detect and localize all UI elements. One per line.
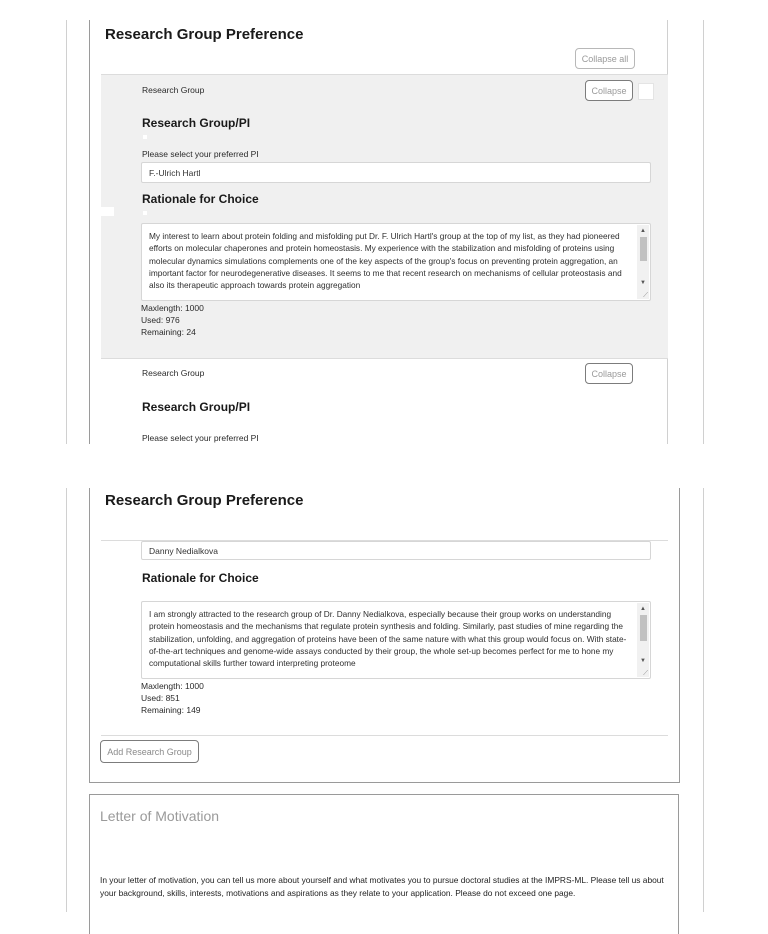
pi-select-field-2[interactable]: Danny Nedialkova [141,541,651,560]
scroll-thumb-2[interactable] [640,615,647,641]
collapse-all-button[interactable]: Collapse all [575,48,635,69]
resize-grip-icon[interactable]: ⟋ [643,292,648,299]
counter-block-2 [141,680,204,716]
rationale-heading: Rationale for Choice [142,192,259,206]
letter-description: In your letter of motivation, you can tell us more about yourself and what motivates you to pursue doctoral studies at the IMPRS-ML. Please tell us about your background, skills, interests, motivations and aspirations as they relate to your application. Please do not exceed one page. [100,875,664,898]
letter-of-motivation-panel [89,794,679,934]
textarea-scrollbar[interactable] [637,225,649,299]
research-group-pi-heading: Research Group/PI [142,116,251,130]
collapse-button[interactable]: Collapse [585,80,633,101]
pi-select-prompt: Please select your preferred PI [142,149,259,159]
remaining-text: Remaining: 24 [141,327,196,337]
panel-border-right-2 [679,488,680,782]
rationale-required-marker [143,211,147,215]
pi-required-marker [143,135,147,139]
scroll-up-arrow-icon[interactable]: ▲ [640,228,646,234]
panel-border-left-2 [89,488,90,782]
textarea-scrollbar-2[interactable] [637,603,649,677]
add-group-divider [101,735,668,736]
page-border-right-2 [703,488,704,912]
rationale-text-2: I am strongly attracted to the research group of Dr. Danny Nedialkova, especially because their group works on understanding protein homeostasis and the mechanisms that regulate protein synthesis and folding. Similarly, past studies of mine regarding the stabilization, unfolding, and aggregation of proteins have been of the same nature with what this group would focus on. With state-of-the-art techniques and genome-wide assays conducted by their group, the whole set-up becomes perfect for me to hone my computational skills further toward interpreting proteome [149,609,627,669]
scroll-down-arrow-icon[interactable]: ▼ [640,658,646,664]
research-group-label: Research Group [142,85,205,95]
maxlength-text: Maxlength: 1000 [141,303,204,313]
used-text-2: Used: 851 [141,693,180,703]
research-group-pi-heading-2: Research Group/PI [142,400,251,414]
section-title: Research Group Preference [105,26,304,43]
group-side-checkbox[interactable] [638,83,654,100]
side-marker [100,207,114,216]
page-border-left-2 [66,488,67,912]
add-research-group-button[interactable]: Add Research Group [100,740,199,763]
collapse-button-2[interactable]: Collapse [585,363,633,384]
rationale-textarea[interactable] [141,223,651,301]
resize-grip-icon[interactable]: ⟋ [643,670,648,677]
section-title-2: Research Group Preference [105,492,304,509]
research-group-label-2: Research Group [142,368,205,378]
pi-select-prompt-2: Please select your preferred PI [142,433,259,443]
counter-block [141,302,204,338]
panel-border-bottom-2 [89,782,680,783]
panel-border-left [89,20,90,444]
used-text: Used: 976 [141,315,180,325]
rationale-textarea-2[interactable] [141,601,651,679]
rationale-text: My interest to learn about protein folding and misfolding put Dr. F. Ulrich Hartl's group at the top of my list, as they had pioneered efforts on molecular chaperones and protein homeostasis. My experience with the stabilization and misfolding of proteins using molecular dynamics simulations complements one of the key aspects of the group's focus on preventing protein aggregation, an important factor for neurodegenerative diseases. It seems to me that recent research on mechanisms of cellular proteostasis and also its therapeutic approach towards protein aggregation [149,231,622,291]
page-border-right [703,20,704,444]
scroll-thumb[interactable] [640,237,647,261]
scroll-up-arrow-icon[interactable]: ▲ [640,606,646,612]
group-divider [101,358,668,359]
page-border-left [66,20,67,444]
pi-select-field[interactable]: F.-Ulrich Hartl [141,162,651,183]
scroll-down-arrow-icon[interactable]: ▼ [640,280,646,286]
maxlength-text-2: Maxlength: 1000 [141,681,204,691]
letter-title: Letter of Motivation [100,808,220,824]
remaining-text-2: Remaining: 149 [141,705,201,715]
rationale-heading-2: Rationale for Choice [142,571,259,585]
